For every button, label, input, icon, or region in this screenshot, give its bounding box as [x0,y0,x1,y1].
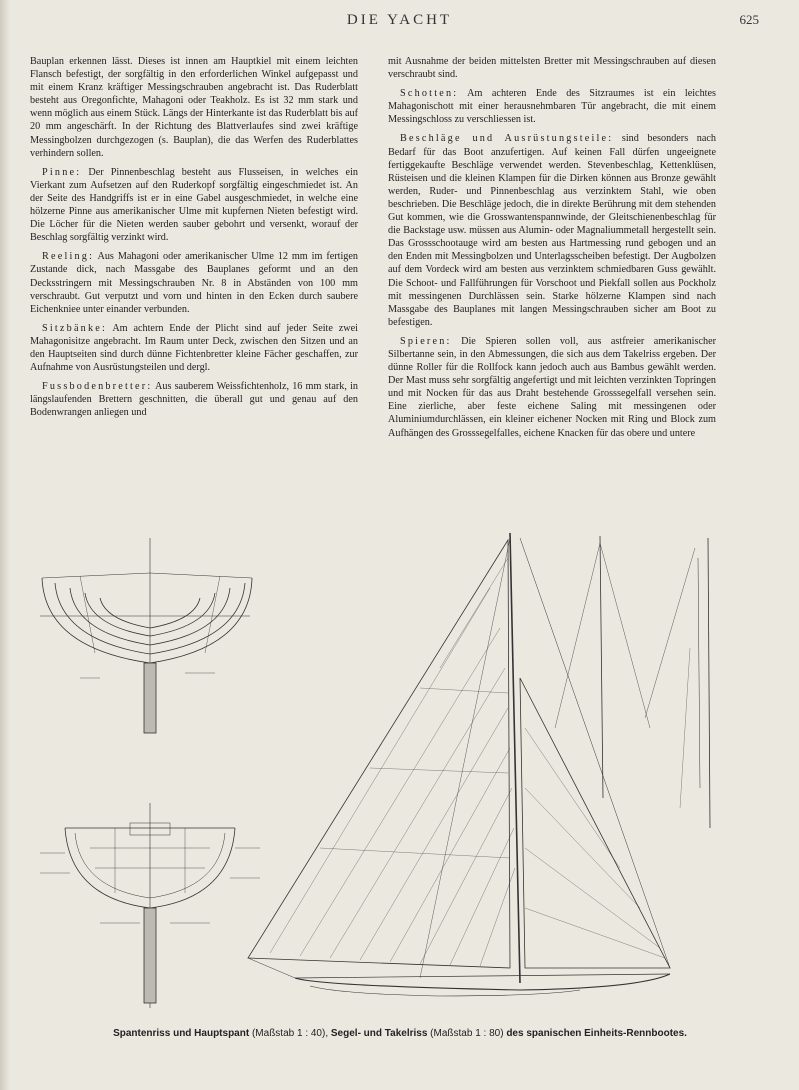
paragraph-text: Der Pinnenbeschlag besteht aus Flusseisen, in welches ein Vierkant zum Aufsetzen auf den Ruderkopf sorgfältig eingeschmiedet ist. An der Seite des Handgriffs ist er in eine Gabel ausgeschmiedet, in welche eine hölzerne Pinne aus amerikanischer Ulme mit kupfernen Nieten befestigt wird. Die Löcher für die Nieten werden sauber gebohrt und versenkt, worauf der Beschlag sorgfältig verzinkt wird. [30,166,358,244]
page-number: 625 [739,12,759,27]
body-plan-drawing [40,538,252,733]
paragraph-text: Am achtern Ende der Plicht sind auf jeder Seite zwei Mahagonisitze angebracht. Im Raum unter Deck, zwischen den Sitzen und an den Hauptseiten sind durch dünne Fichtenbretter kleine Fächer geschaffen, zur Aufnahme von Ausrüstungsteilen und dergl. [30,322,358,374]
caption-part: Segel- und Takelriss [330,1028,428,1039]
paragraph [30,55,358,160]
caption-part: des spanischen Einheits-Rennbootes. [506,1028,687,1039]
paragraph-text: Aus sauberem Weissfichtenholz, 16 mm stark, in längslaufenden Brettern geschnitten, die überall gut und genau auf den Bodenwrangen anliegen und [30,381,358,419]
section-keyword: Beschläge und Ausrüstungsteile: [400,133,614,145]
sail-plan-drawing [248,533,710,996]
paragraph [388,132,716,328]
journal-title: DIE YACHT [346,12,453,28]
paragraph [30,380,358,419]
scan-edge-shadow [0,0,10,1090]
paragraph [30,166,358,245]
section-keyword: Reeling: [42,251,95,263]
paragraph [30,322,358,374]
paragraph-text: Die Spieren sollen voll, aus astfreier amerikanischer Silbertanne sein, in den Abmessungen, die sich aus dem Takelriss ergeben. Der dünne Roller für die Rollfock kann jedoch auch aus Bambus gewählt werden. Der Mast muss sehr sorgfältig angefertigt und mit leichten verzinkten Topringen und mit Nocken für das aus Draht bestehende Grosssegelfall versehen sein. Eine zierliche, aber feste eichene Saling mit messingenen oder Aluminiumdurchlässen, ein kleiner eichener Nocken mit Ring und Block zum Aufhängen des Grosssegelfalles, eichene Knacken für das obere und untere [388,335,716,439]
caption-part: (Maßstab 1 : 40), [249,1028,331,1039]
paragraph [30,250,358,315]
section-keyword: Schotten: [400,88,459,100]
right-text-column [388,55,716,446]
section-keyword: Sitzbänke: [42,322,108,334]
paragraph-text: mit Ausnahme der beiden mittelsten Bretter mit Messingschrauben auf diesen verschraubt sind. [388,56,716,81]
paragraph-text: Bauplan erkennen lässt. Dieses ist innen am Hauptkiel mit einem leichten Flansch befestigt, der sorgfältig in den erforderlichen Winkel aufgepasst und mit einem Kranz kräftiger Messingschrauben angebracht ist. Das Ruderblatt besteht aus Oregonfichte, Mahagoni oder Teakholz. Es ist 32 mm stark und wenn möglich aus einem Stück. Längs der Hinterkante ist das Ruderblatt bis auf 20 mm angeschärft. In der Richtung des Blattverlaufes sind zwei kräftige Messingbolzen durchgezogen (s. Bauplan), die das Werfen des Ruderblattes verhindern sollen. [30,56,358,159]
technical-drawing [20,528,780,1018]
paragraph [388,335,716,440]
figure-caption [20,1028,780,1039]
caption-part: Spantenriss und Hauptspant [113,1028,250,1039]
section-keyword: Pinne: [42,166,82,178]
paragraph-text: Aus Mahagoni oder amerikanischer Ulme 12 mm im fertigen Zustande dick, nach Massgabe des Bauplanes geformt und an den Decksstringern mit Messingschrauben Nr. 8 in Abständen von 100 mm verschraubt. Gut verputzt und vorn und hinten in den Ecken durch saubere Eichenkniee unter einander verbunden. [30,251,358,315]
left-text-column [30,55,358,425]
paragraph [388,87,716,126]
page-header [0,12,799,32]
caption-part: (Maßstab 1 : 80) [427,1028,507,1039]
paragraph-text: sind besonders nach Bedarf für das Boot anzufertigen. Auf keinen Fall dürfen ungeeignete fertiggekaufte Beschläge verwendet werden. Stevenbeschlag, Kettenklüsen, Rüsteisen und die kleinen Klampen für die Dirken können aus Bronze gewählt werden, Ruder- und Pinnenbeschlag aus verzinktem Stahl, wie oben beschrieben. Die Beschläge jedoch, die in direkte Berührung mit dem stehenden Gut kommen, wie die Grosswantenspannwinde, der Gleitschienenbeschlag für die Backstage usw. müssen aus Alumin- oder Magnaliummetall hergestellt sein. Das Grossschootauge wird am besten aus Hartmessing rund gebogen und an den Enden mit Messingbolzen und Unterlagsscheiben befestigt. Der Augbolzen auf dem Vordeck wird am besten aus verzinktem schmiedbaren Guss gewählt. Die Schoot- und Fallführungen für Vorschoot und Piekfall sollen aus Pockholz mit messingenen Durchlässen sein. Starke hölzerne Klampen sind nach Massgabe des Bauplanes mit langen Messingschrauben sicher am Boot zu befestigen. [388,133,716,328]
midship-section-drawing [40,803,260,1008]
paragraph-text: Am achteren Ende des Sitzraumes ist ein leichtes Mahagonischott mit einer herausnehmbaren Tür angebracht, die mit einem Messingschloss zu verschliessen ist. [388,88,716,126]
section-keyword: Spieren: [400,335,452,347]
paragraph [388,55,716,81]
section-keyword: Fussbodenbretter: [42,381,153,393]
